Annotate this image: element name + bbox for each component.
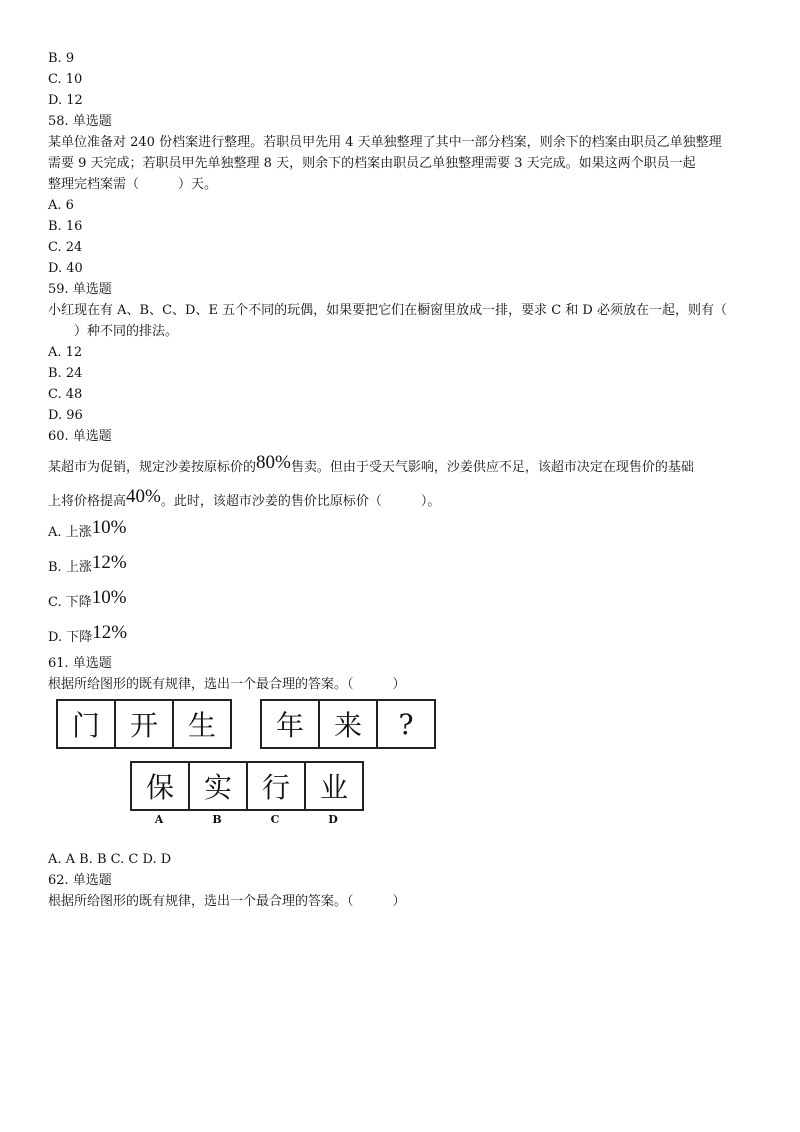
option-label: D. 下降 (48, 630, 93, 645)
character-group-2 (260, 699, 436, 749)
question-text: 小红现在有 A、B、C、D、E 五个不同的玩偶，如果要把它们在橱窗里放成一排，要求 C 和 D 必须放在一起，则有（ (48, 303, 727, 318)
question-text (48, 451, 760, 479)
answer-letter: D (328, 813, 338, 826)
percent-value: 80% (256, 452, 291, 473)
character-cell: 开 (116, 701, 174, 747)
percent-value: 10% (91, 517, 127, 538)
question-header: 62. 单选题 (48, 873, 112, 888)
answer-letters (130, 813, 362, 826)
option-c: C. 10 (48, 72, 83, 87)
question-header: 59. 单选题 (48, 282, 112, 297)
question-header: 61. 单选题 (48, 656, 112, 671)
character-cell: 生 (187, 709, 216, 742)
question-header: 60. 单选题 (48, 429, 112, 444)
option-d (48, 618, 760, 653)
percent-value: 10% (91, 587, 127, 608)
option-b: B. 24 (48, 366, 83, 381)
question-text: 根据所给图形的既有规律，选出一个最合理的答案。（ ） (48, 894, 406, 909)
question-text: 整理完档案需（ ）天。 (48, 177, 218, 192)
answer-letter: C (270, 813, 280, 826)
option-a: A. 12 (48, 345, 83, 360)
option-label: B. 上涨 (48, 560, 92, 575)
answer-letter: B (212, 813, 222, 826)
options-line: A. A B. B C. C D. D (48, 852, 172, 867)
option-b: B. 16 (48, 219, 83, 234)
question-header: 58. 单选题 (48, 114, 112, 129)
character-pattern-figure (48, 699, 760, 849)
question-text: 根据所给图形的既有规律，选出一个最合理的答案。（ ） (48, 677, 406, 692)
option-d: D. 96 (48, 408, 83, 423)
character-cell: 来 (320, 701, 378, 747)
answer-cell-b: 实 (190, 763, 248, 809)
option-a (48, 513, 760, 548)
option-label: C. 下降 (48, 595, 92, 610)
text-segment: 。此时，该超市沙姜的售价比原标价（ ）。 (160, 494, 441, 509)
document-page (48, 48, 760, 912)
option-label: A. 上涨 (48, 525, 92, 540)
answer-cell-d: 业 (319, 771, 348, 804)
percent-value: 12% (91, 552, 127, 573)
answer-cell-c: 行 (248, 763, 306, 809)
text-segment: 上将价格提高 (48, 494, 127, 509)
character-cell: 年 (262, 701, 320, 747)
question-text: 某单位准备对 240 份档案进行整理。若职员甲先用 4 天单独整理了其中一部分档案，则余下的档案由职员乙单独整理 (48, 135, 722, 150)
text-segment: 某超市为促销，规定沙姜按原标价的 (48, 460, 257, 475)
option-c (48, 583, 760, 618)
option-b: B. 9 (48, 51, 75, 66)
option-c: C. 24 (48, 240, 83, 255)
answer-cell-a: 保 (132, 763, 190, 809)
percent-value: 40% (126, 486, 161, 507)
question-text (48, 485, 760, 513)
character-cell: 门 (58, 701, 116, 747)
question-mark-cell: ? (398, 707, 414, 741)
answer-letter: A (154, 813, 164, 826)
option-d: D. 40 (48, 261, 83, 276)
question-text: 需要 9 天完成；若职员甲先单独整理 8 天，则余下的档案由职员乙单独整理需要 3 天完成。如果这两个职员一起 (48, 156, 696, 171)
option-c: C. 48 (48, 387, 83, 402)
percent-value: 12% (92, 622, 128, 643)
question-text: ）种不同的排法。 (48, 324, 179, 339)
answer-choices (130, 761, 364, 811)
option-d: D. 12 (48, 93, 83, 108)
text-segment: 售卖。但由于受天气影响，沙姜供应不足，该超市决定在现售价的基础 (290, 460, 694, 475)
option-a: A. 6 (48, 198, 74, 213)
character-group-1 (56, 699, 232, 749)
option-b (48, 548, 760, 583)
